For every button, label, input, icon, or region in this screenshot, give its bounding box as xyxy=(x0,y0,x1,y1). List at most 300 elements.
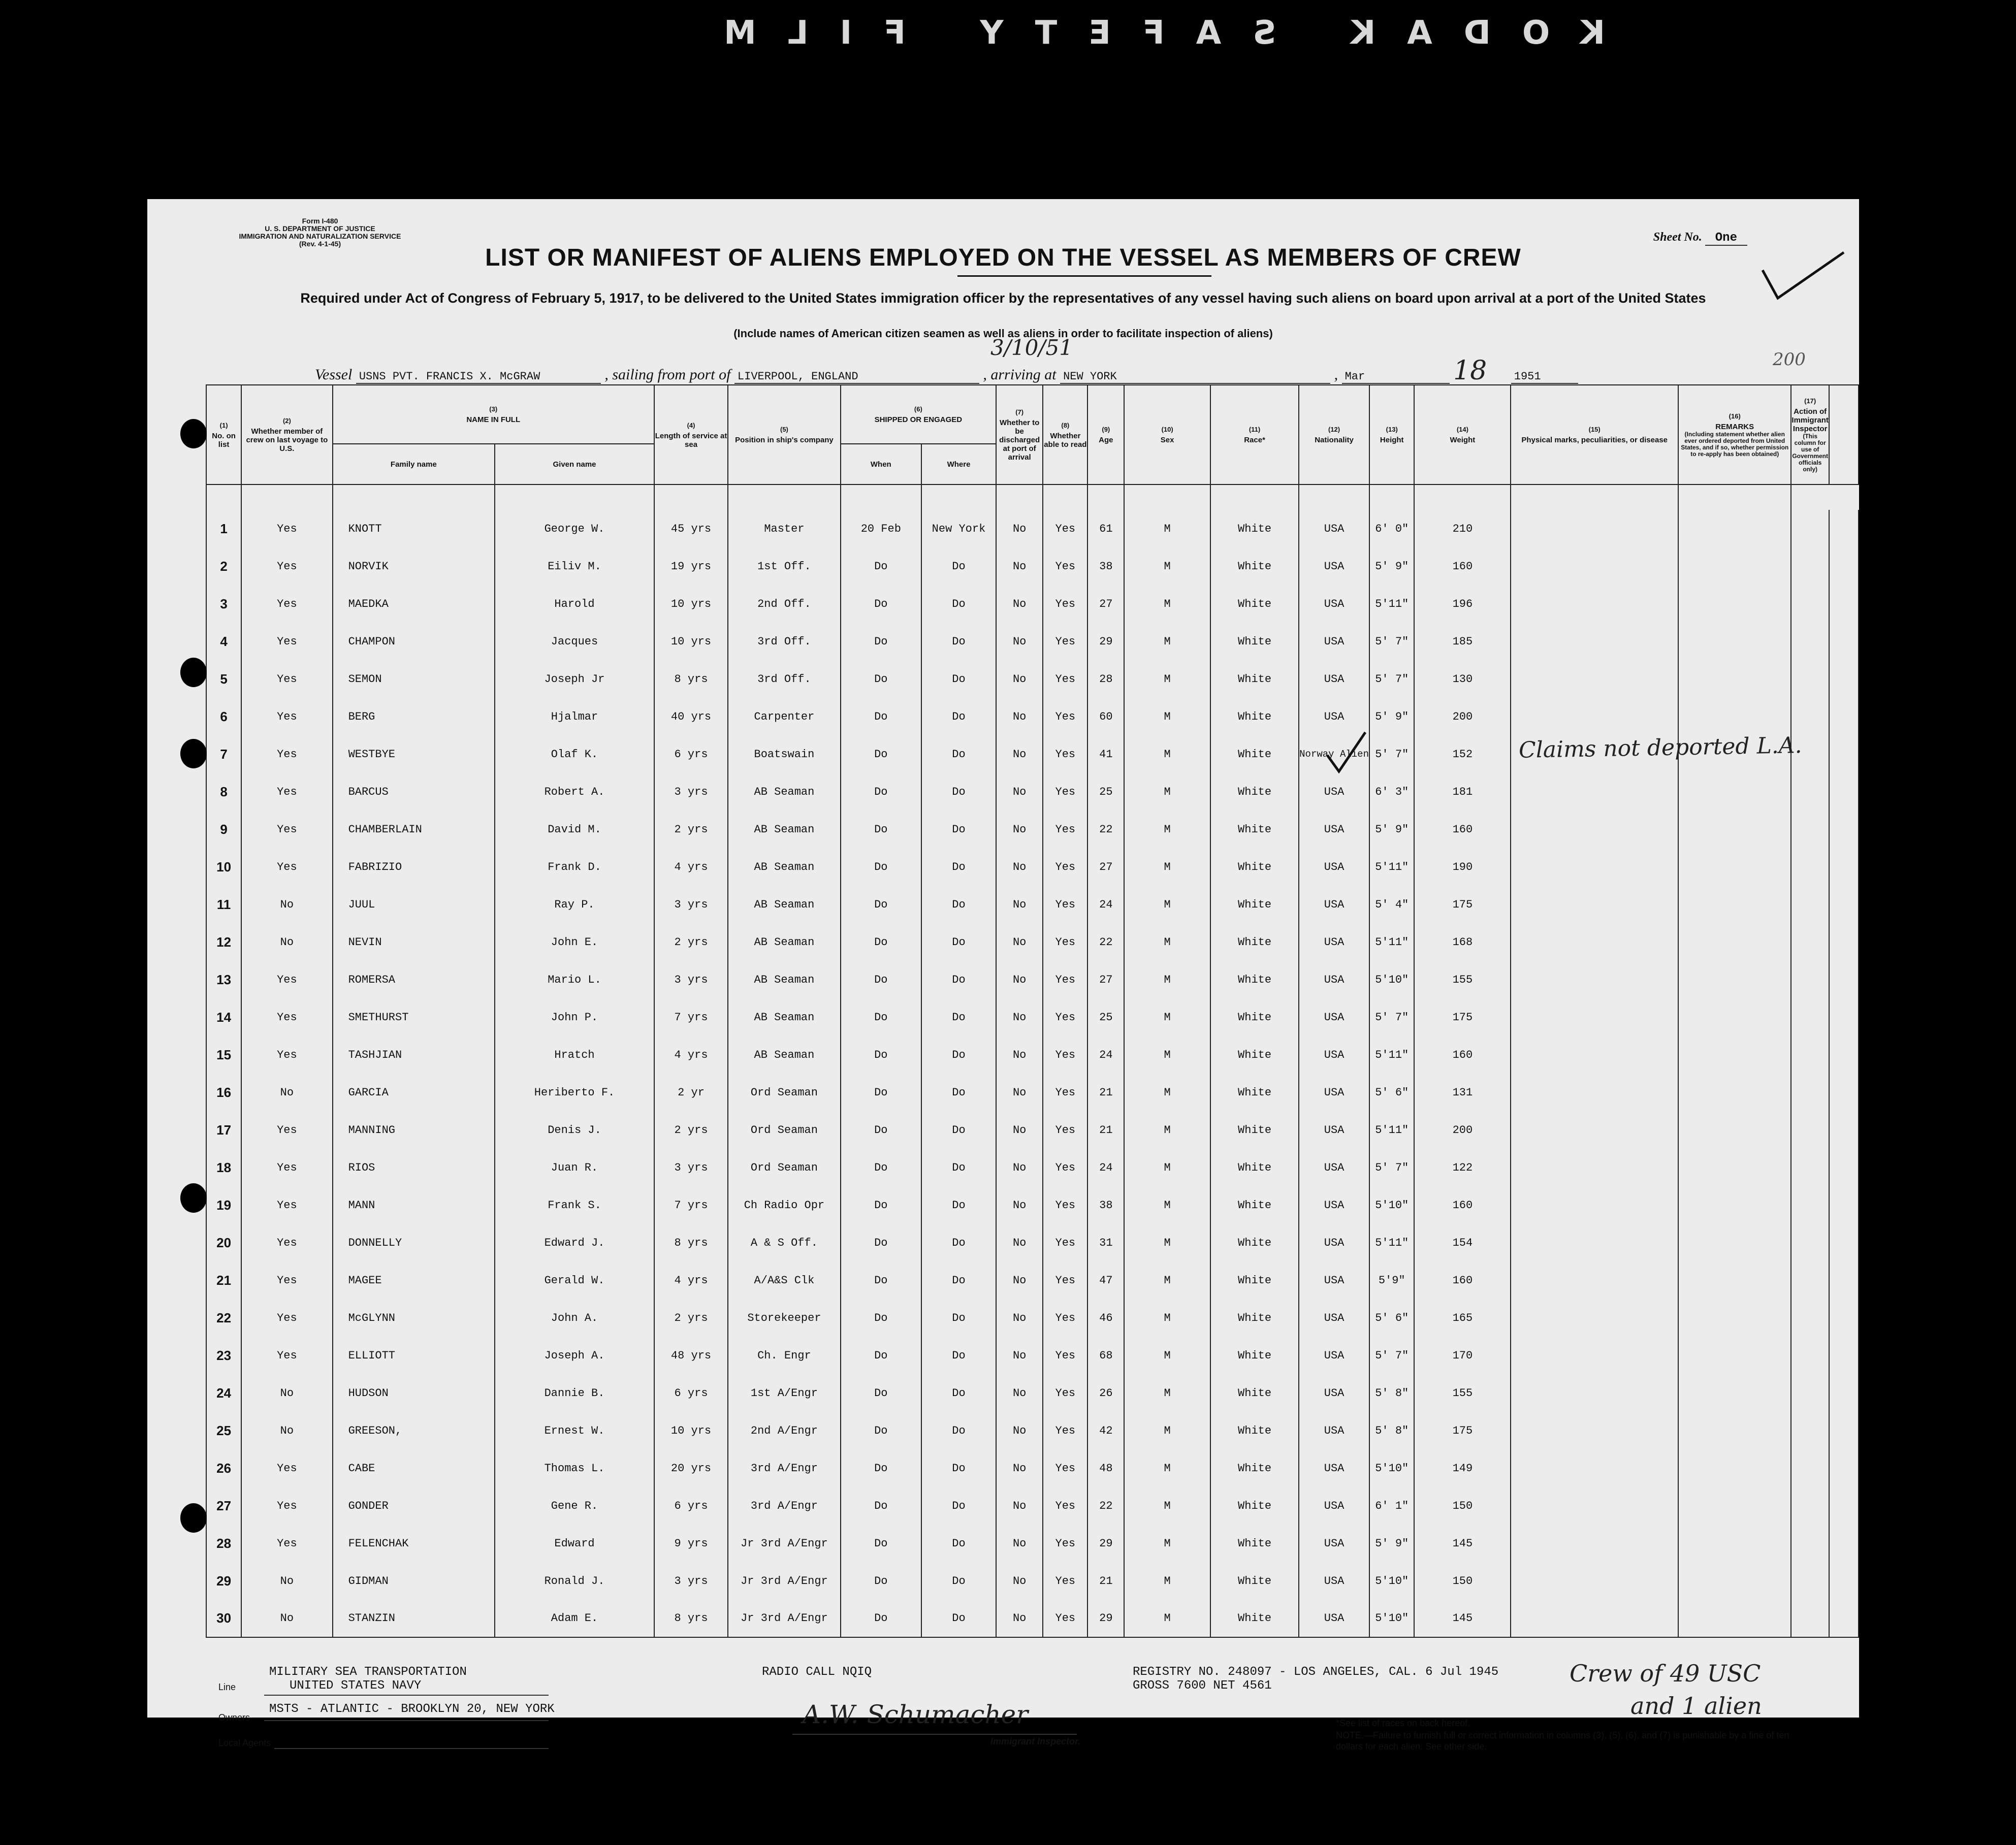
age: 22 xyxy=(1087,923,1124,961)
service-length: 6 yrs xyxy=(654,735,728,773)
arrival-year: 1951 xyxy=(1511,370,1578,384)
race: White xyxy=(1210,1412,1299,1449)
shipped-when: Do xyxy=(841,1036,921,1074)
able-to-read: Yes xyxy=(1043,1525,1087,1562)
weight: 131 xyxy=(1414,1074,1511,1111)
shipped-where: Do xyxy=(921,811,996,848)
nationality: USA xyxy=(1299,1224,1369,1261)
able-to-read: Yes xyxy=(1043,1600,1087,1637)
table-row xyxy=(206,1374,1859,1412)
race: White xyxy=(1210,1600,1299,1637)
physical-marks xyxy=(1511,1449,1678,1487)
given-name: Joseph A. xyxy=(495,1337,654,1374)
family-name: BARCUS xyxy=(333,773,495,811)
age: 27 xyxy=(1087,848,1124,886)
height: 5'10" xyxy=(1369,1449,1414,1487)
page-title: LIST OR MANIFEST OF ALIENS EMPLOYED ON THE VESSEL AS MEMBERS OF CREW xyxy=(485,244,1521,271)
height: 5' 7" xyxy=(1369,660,1414,698)
row-number: 8 xyxy=(206,773,241,811)
physical-marks xyxy=(1511,698,1678,735)
age: 46 xyxy=(1087,1299,1124,1337)
able-to-read: Yes xyxy=(1043,623,1087,660)
shipped-where: Do xyxy=(921,698,996,735)
punch-hole xyxy=(180,419,207,448)
service-length: 3 yrs xyxy=(654,1149,728,1186)
remarks xyxy=(1678,1412,1791,1449)
manifest-sheet xyxy=(147,199,1859,1752)
nationality: USA xyxy=(1299,1036,1369,1074)
discharged: No xyxy=(996,773,1043,811)
handwritten-date: 3/10/51 xyxy=(990,335,1073,360)
margin xyxy=(1829,923,1859,961)
height: 5' 9" xyxy=(1369,1525,1414,1562)
remarks xyxy=(1678,547,1791,585)
last-voyage: Yes xyxy=(241,547,332,585)
row-number: 21 xyxy=(206,1261,241,1299)
position: Storekeeper xyxy=(728,1299,840,1337)
discharged: No xyxy=(996,848,1043,886)
family-name: CHAMBERLAIN xyxy=(333,811,495,848)
shipped-where: Do xyxy=(921,1600,996,1637)
given-name: Ernest W. xyxy=(495,1412,654,1449)
sex: M xyxy=(1124,961,1210,998)
table-row xyxy=(206,886,1859,923)
physical-marks xyxy=(1511,1074,1678,1111)
age: 41 xyxy=(1087,735,1124,773)
table-row xyxy=(206,1449,1859,1487)
table-row xyxy=(206,623,1859,660)
physical-marks xyxy=(1511,961,1678,998)
revision: (Rev. 4-1-45) xyxy=(299,240,341,248)
shipped-when: Do xyxy=(841,848,921,886)
family-name: TASHJIAN xyxy=(333,1036,495,1074)
given-name: Edward xyxy=(495,1525,654,1562)
physical-marks xyxy=(1511,1186,1678,1224)
race: White xyxy=(1210,998,1299,1036)
family-name: CABE xyxy=(333,1449,495,1487)
row-number: 25 xyxy=(206,1412,241,1449)
row-number: 26 xyxy=(206,1449,241,1487)
shipped-when: Do xyxy=(841,1600,921,1637)
table-row xyxy=(206,1261,1859,1299)
row-number: 6 xyxy=(206,698,241,735)
physical-marks xyxy=(1511,886,1678,923)
shipped-when: 20 Feb xyxy=(841,510,921,547)
height: 5'11" xyxy=(1369,1111,1414,1149)
shipped-when: Do xyxy=(841,1111,921,1149)
row-number: 11 xyxy=(206,886,241,923)
age: 60 xyxy=(1087,698,1124,735)
shipped-where: Do xyxy=(921,1261,996,1299)
nationality: Norway Alien xyxy=(1299,735,1369,773)
age: 21 xyxy=(1087,1111,1124,1149)
table-row xyxy=(206,1600,1859,1637)
height: 6' 0" xyxy=(1369,510,1414,547)
sex: M xyxy=(1124,923,1210,961)
weight: 170 xyxy=(1414,1337,1511,1374)
service-length: 10 yrs xyxy=(654,1412,728,1449)
sex: M xyxy=(1124,1525,1210,1562)
given-name: Gene R. xyxy=(495,1487,654,1525)
service-length: 9 yrs xyxy=(654,1525,728,1562)
given-name: Harold xyxy=(495,585,654,623)
physical-marks xyxy=(1511,1337,1678,1374)
service-length: 3 yrs xyxy=(654,773,728,811)
shipped-where: New York xyxy=(921,510,996,547)
service-length: 10 yrs xyxy=(654,585,728,623)
nationality: USA xyxy=(1299,1525,1369,1562)
remarks xyxy=(1678,1600,1791,1637)
family-name: FELENCHAK xyxy=(333,1525,495,1562)
height: 5' 7" xyxy=(1369,1337,1414,1374)
physical-marks xyxy=(1511,1600,1678,1637)
discharged: No xyxy=(996,923,1043,961)
discharged: No xyxy=(996,698,1043,735)
given-name: Joseph Jr xyxy=(495,660,654,698)
sex: M xyxy=(1124,811,1210,848)
sex: M xyxy=(1124,660,1210,698)
family-name: NEVIN xyxy=(333,923,495,961)
margin xyxy=(1829,1074,1859,1111)
shipped-when: Do xyxy=(841,1224,921,1261)
table-row xyxy=(206,1487,1859,1525)
nationality: USA xyxy=(1299,961,1369,998)
discharged: No xyxy=(996,1600,1043,1637)
table-row xyxy=(206,1074,1859,1111)
height: 5'11" xyxy=(1369,585,1414,623)
remarks xyxy=(1678,1224,1791,1261)
given-name: Jacques xyxy=(495,623,654,660)
height: 5' 6" xyxy=(1369,1074,1414,1111)
page-subnote: (Include names of American citizen seamen as well as aliens in order to facilitate inspection of aliens) xyxy=(733,327,1273,340)
physical-marks xyxy=(1511,1224,1678,1261)
family-name: CHAMPON xyxy=(333,623,495,660)
arriving-label: , arriving at xyxy=(983,366,1057,383)
height: 5' 9" xyxy=(1369,547,1414,585)
race: White xyxy=(1210,1111,1299,1149)
margin xyxy=(1829,698,1859,735)
races-note: *See list of races on back hereof. xyxy=(1336,1718,1470,1728)
weight: 160 xyxy=(1414,811,1511,848)
able-to-read: Yes xyxy=(1043,1299,1087,1337)
family-name: GARCIA xyxy=(333,1074,495,1111)
remarks xyxy=(1678,773,1791,811)
nationality: USA xyxy=(1299,1299,1369,1337)
inspector-action xyxy=(1791,510,1829,547)
family-name: DONNELLY xyxy=(333,1224,495,1261)
height: 5'9" xyxy=(1369,1261,1414,1299)
table-row xyxy=(206,811,1859,848)
race: White xyxy=(1210,1337,1299,1374)
physical-marks xyxy=(1511,923,1678,961)
inspector-action xyxy=(1791,848,1829,886)
physical-marks xyxy=(1511,998,1678,1036)
row-number: 23 xyxy=(206,1337,241,1374)
family-name: SMETHURST xyxy=(333,998,495,1036)
crew-table xyxy=(206,384,1859,1638)
position: Ord Seaman xyxy=(728,1149,840,1186)
shipped-where: Do xyxy=(921,848,996,886)
col-header-last-voyage: (2) Whether member of crew on last voyage to U.S. xyxy=(241,385,332,484)
age: 68 xyxy=(1087,1337,1124,1374)
col-header-race: (11) Race* xyxy=(1210,385,1299,484)
vessel-name: USNS PVT. FRANCIS X. McGRAW xyxy=(356,370,601,384)
weight: 122 xyxy=(1414,1149,1511,1186)
discharged: No xyxy=(996,510,1043,547)
age: 48 xyxy=(1087,1449,1124,1487)
col-header-action: (17) Action of Immigrant Inspector (This column for use of Government officials only) xyxy=(1791,385,1829,484)
family-name: RIOS xyxy=(333,1149,495,1186)
col-header-no: (1) No. on list xyxy=(206,385,241,484)
able-to-read: Yes xyxy=(1043,1562,1087,1600)
sex: M xyxy=(1124,585,1210,623)
inspector-action xyxy=(1791,773,1829,811)
margin xyxy=(1829,585,1859,623)
service-length: 4 yrs xyxy=(654,848,728,886)
position: AB Seaman xyxy=(728,773,840,811)
weight: 196 xyxy=(1414,585,1511,623)
weight: 150 xyxy=(1414,1562,1511,1600)
last-voyage: Yes xyxy=(241,1449,332,1487)
position: Ch. Engr xyxy=(728,1337,840,1374)
weight: 155 xyxy=(1414,961,1511,998)
remarks xyxy=(1678,660,1791,698)
able-to-read: Yes xyxy=(1043,1224,1087,1261)
row-number: 20 xyxy=(206,1224,241,1261)
last-voyage: Yes xyxy=(241,848,332,886)
age: 21 xyxy=(1087,1074,1124,1111)
position: A/A&S Clk xyxy=(728,1261,840,1299)
margin xyxy=(1829,848,1859,886)
shipped-where: Do xyxy=(921,1299,996,1337)
race: White xyxy=(1210,698,1299,735)
row-number: 13 xyxy=(206,961,241,998)
remarks xyxy=(1678,1149,1791,1186)
punch-hole xyxy=(180,658,207,687)
height: 5'11" xyxy=(1369,848,1414,886)
discharged: No xyxy=(996,1374,1043,1412)
margin xyxy=(1829,1186,1859,1224)
race: White xyxy=(1210,1487,1299,1525)
remarks xyxy=(1678,1299,1791,1337)
position: A & S Off. xyxy=(728,1224,840,1261)
given-name: Eiliv M. xyxy=(495,547,654,585)
table-row xyxy=(206,1337,1859,1374)
col-header-given: Given name xyxy=(495,444,654,484)
position: Boatswain xyxy=(728,735,840,773)
row-number: 5 xyxy=(206,660,241,698)
margin xyxy=(1829,1374,1859,1412)
age: 21 xyxy=(1087,1562,1124,1600)
discharged: No xyxy=(996,1337,1043,1374)
race: White xyxy=(1210,1036,1299,1074)
able-to-read: Yes xyxy=(1043,1374,1087,1412)
margin xyxy=(1829,1299,1859,1337)
last-voyage: Yes xyxy=(241,1111,332,1149)
physical-marks xyxy=(1511,623,1678,660)
sheet-number-value: One xyxy=(1705,231,1747,246)
family-name: GONDER xyxy=(333,1487,495,1525)
title-underline xyxy=(957,275,1211,277)
col-header-margin xyxy=(1829,385,1859,484)
weight: 155 xyxy=(1414,1374,1511,1412)
able-to-read: Yes xyxy=(1043,1036,1087,1074)
table-row xyxy=(206,1562,1859,1600)
form-number: Form I-480 xyxy=(302,217,338,225)
margin xyxy=(1829,1036,1859,1074)
vessel-label: Vessel xyxy=(315,366,353,383)
nationality: USA xyxy=(1299,1149,1369,1186)
shipped-where: Do xyxy=(921,585,996,623)
nationality: USA xyxy=(1299,1074,1369,1111)
race: White xyxy=(1210,811,1299,848)
margin xyxy=(1829,1525,1859,1562)
inspector-action xyxy=(1791,811,1829,848)
sex: M xyxy=(1124,1299,1210,1337)
shipped-where: Do xyxy=(921,1149,996,1186)
signature-underline xyxy=(792,1734,1077,1735)
physical-marks xyxy=(1511,1374,1678,1412)
last-voyage: No xyxy=(241,923,332,961)
position: 2nd Off. xyxy=(728,585,840,623)
margin xyxy=(1829,1261,1859,1299)
line-value-1: MILITARY SEA TRANSPORTATION xyxy=(269,1665,467,1679)
race: White xyxy=(1210,735,1299,773)
last-voyage: Yes xyxy=(241,961,332,998)
physical-marks xyxy=(1511,1562,1678,1600)
last-voyage: Yes xyxy=(241,1261,332,1299)
table-row xyxy=(206,1224,1859,1261)
weight: 175 xyxy=(1414,886,1511,923)
height: 5' 9" xyxy=(1369,811,1414,848)
physical-marks xyxy=(1511,773,1678,811)
remarks xyxy=(1678,1449,1791,1487)
sex: M xyxy=(1124,1036,1210,1074)
agents-label: Local Agents xyxy=(218,1738,271,1748)
physical-marks xyxy=(1511,811,1678,848)
shipped-when: Do xyxy=(841,811,921,848)
table-row xyxy=(206,585,1859,623)
shipped-where: Do xyxy=(921,773,996,811)
table-row xyxy=(206,1525,1859,1562)
line-underline xyxy=(264,1695,549,1696)
race: White xyxy=(1210,585,1299,623)
weight: 190 xyxy=(1414,848,1511,886)
height: 5' 6" xyxy=(1369,1299,1414,1337)
age: 25 xyxy=(1087,773,1124,811)
discharged: No xyxy=(996,1111,1043,1149)
weight: 200 xyxy=(1414,1111,1511,1149)
owners-underline xyxy=(264,1720,549,1721)
discharged: No xyxy=(996,623,1043,660)
able-to-read: Yes xyxy=(1043,848,1087,886)
inspector-action xyxy=(1791,961,1829,998)
remarks xyxy=(1678,585,1791,623)
margin xyxy=(1829,660,1859,698)
nationality: USA xyxy=(1299,698,1369,735)
sailing-port: LIVERPOOL, ENGLAND xyxy=(734,370,979,384)
family-name: STANZIN xyxy=(333,1600,495,1637)
position: Master xyxy=(728,510,840,547)
registry: REGISTRY NO. 248097 - LOS ANGELES, CAL. 6 Jul 1945 xyxy=(1133,1665,1499,1679)
given-name: Hjalmar xyxy=(495,698,654,735)
sex: M xyxy=(1124,1562,1210,1600)
last-voyage: Yes xyxy=(241,510,332,547)
height: 5' 7" xyxy=(1369,623,1414,660)
shipped-where: Do xyxy=(921,961,996,998)
height: 6' 3" xyxy=(1369,773,1414,811)
col-header-service: (4) Length of service at sea xyxy=(654,385,728,484)
shipped-where: Do xyxy=(921,1337,996,1374)
race: White xyxy=(1210,1525,1299,1562)
owners-value: MSTS - ATLANTIC - BROOKLYN 20, NEW YORK xyxy=(269,1702,555,1716)
physical-marks xyxy=(1511,848,1678,886)
height: 6' 1" xyxy=(1369,1487,1414,1525)
physical-marks xyxy=(1511,660,1678,698)
row-number: 12 xyxy=(206,923,241,961)
given-name: John E. xyxy=(495,923,654,961)
service-length: 4 yrs xyxy=(654,1036,728,1074)
able-to-read: Yes xyxy=(1043,1074,1087,1111)
table-row xyxy=(206,1149,1859,1186)
age: 38 xyxy=(1087,1186,1124,1224)
shipped-when: Do xyxy=(841,698,921,735)
col-header-nationality: (12) Nationality xyxy=(1299,385,1369,484)
family-name: KNOTT xyxy=(333,510,495,547)
position: AB Seaman xyxy=(728,848,840,886)
height: 5' 9" xyxy=(1369,698,1414,735)
inspector-action xyxy=(1791,1337,1829,1374)
inspector-action xyxy=(1791,923,1829,961)
service-length: 2 yrs xyxy=(654,811,728,848)
margin xyxy=(1829,510,1859,547)
inspector-action xyxy=(1791,1487,1829,1525)
penalty-note: NOTE.—Failure to furnish full or correct information in columns (3), (5), (6), and (7) is punishable by a fine of ten dollars for each alien. See other side. xyxy=(1336,1730,1789,1752)
remarks xyxy=(1678,1186,1791,1224)
age: 38 xyxy=(1087,547,1124,585)
service: IMMIGRATION AND NATURALIZATION SERVICE xyxy=(239,232,401,240)
age: 27 xyxy=(1087,961,1124,998)
weight: 145 xyxy=(1414,1600,1511,1637)
discharged: No xyxy=(996,547,1043,585)
given-name: David M. xyxy=(495,811,654,848)
height: 5' 7" xyxy=(1369,998,1414,1036)
weight: 160 xyxy=(1414,1186,1511,1224)
department: U. S. DEPARTMENT OF JUSTICE xyxy=(265,224,375,233)
shipped-where: Do xyxy=(921,1036,996,1074)
weight: 175 xyxy=(1414,998,1511,1036)
shipped-when: Do xyxy=(841,735,921,773)
discharged: No xyxy=(996,886,1043,923)
position: Ord Seaman xyxy=(728,1074,840,1111)
race: White xyxy=(1210,1449,1299,1487)
arrival-month: Mar xyxy=(1342,370,1450,384)
sex: M xyxy=(1124,1261,1210,1299)
age: 24 xyxy=(1087,886,1124,923)
table-row xyxy=(206,923,1859,961)
col-header-discharged: (7) Whether to be discharged at port of arrival xyxy=(996,385,1043,484)
shipped-where: Do xyxy=(921,1374,996,1412)
weight: 154 xyxy=(1414,1224,1511,1261)
discharged: No xyxy=(996,998,1043,1036)
last-voyage: No xyxy=(241,1412,332,1449)
punch-hole xyxy=(180,1503,207,1533)
family-name: SEMON xyxy=(333,660,495,698)
col-header-height: (13) Height xyxy=(1369,385,1414,484)
remarks xyxy=(1678,1487,1791,1525)
service-length: 2 yrs xyxy=(654,1111,728,1149)
remarks xyxy=(1678,961,1791,998)
